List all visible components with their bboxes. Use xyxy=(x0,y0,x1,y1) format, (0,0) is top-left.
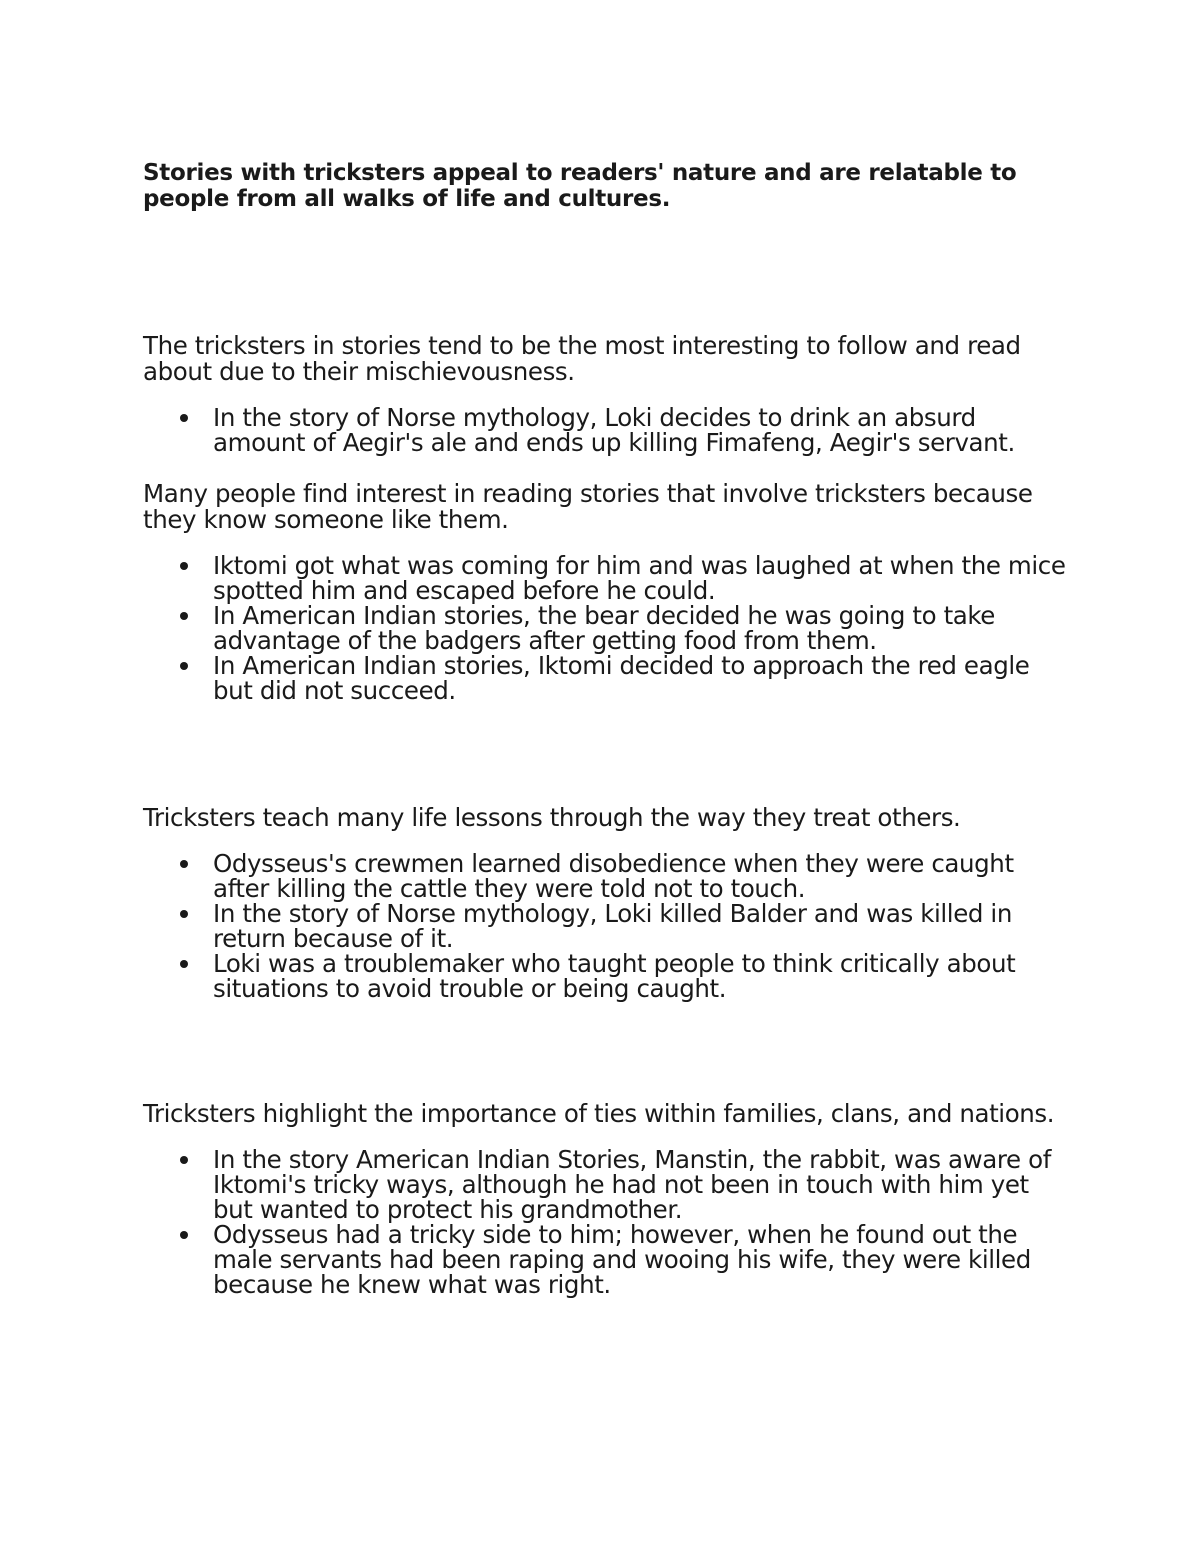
list-item: In American Indian stories, the bear decided he was going to take advantage of the badgers after getting food from them. xyxy=(213,603,1073,653)
thesis-statement: Stories with tricksters appeal to readers' nature and are relatable to people from all walks of life and cultures. xyxy=(143,160,1017,212)
bullet-icon xyxy=(180,1231,188,1239)
section-2 xyxy=(143,481,1073,703)
list-item: Odysseus's crewmen learned disobedience when they were caught after killing the cattle they were told not to touch. xyxy=(213,851,1073,901)
list-item: Odysseus had a tricky side to him; however, when he found out the male servants had been raping and wooing his wife, they were killed because he knew what was right. xyxy=(213,1222,1073,1297)
section-1 xyxy=(143,333,1073,455)
list-item: Loki was a troublemaker who taught people to think critically about situations to avoid trouble or being caught. xyxy=(213,951,1073,1001)
list-item: In the story of Norse mythology, Loki killed Balder and was killed in return because of it. xyxy=(213,901,1073,951)
bullet-icon xyxy=(180,910,188,918)
bullet-list xyxy=(143,405,1073,455)
bullet-list xyxy=(143,1147,1073,1297)
list-item: In the story of Norse mythology, Loki decides to drink an absurd amount of Aegir's ale and ends up killing Fimafeng, Aegir's servant. xyxy=(213,405,1073,455)
bullet-icon xyxy=(180,662,188,670)
list-item: In the story American Indian Stories, Manstin, the rabbit, was aware of Iktomi's tricky ways, although he had not been in touch with him yet but wanted to protect his grandmother. xyxy=(213,1147,1073,1222)
bullet-icon xyxy=(180,860,188,868)
section-heading: Many people find interest in reading stories that involve tricksters because they know someone like them. xyxy=(143,479,1033,534)
bullet-icon xyxy=(180,562,188,570)
section-3 xyxy=(143,805,1073,1001)
bullet-list xyxy=(143,553,1073,703)
bullet-icon xyxy=(180,414,188,422)
bullet-list xyxy=(143,851,1073,1001)
list-item: Iktomi got what was coming for him and was laughed at when the mice spotted him and escaped before he could. xyxy=(213,553,1073,603)
bullet-icon xyxy=(180,960,188,968)
section-heading: Tricksters teach many life lessons through the way they treat others. xyxy=(143,803,961,832)
bullet-icon xyxy=(180,1156,188,1164)
list-item: In American Indian stories, Iktomi decided to approach the red eagle but did not succeed. xyxy=(213,653,1073,703)
bullet-icon xyxy=(180,612,188,620)
section-4 xyxy=(143,1101,1073,1297)
section-heading: Tricksters highlight the importance of ties within families, clans, and nations. xyxy=(143,1099,1055,1128)
section-heading: The tricksters in stories tend to be the most interesting to follow and read about due to their mischievousness. xyxy=(143,331,1021,386)
